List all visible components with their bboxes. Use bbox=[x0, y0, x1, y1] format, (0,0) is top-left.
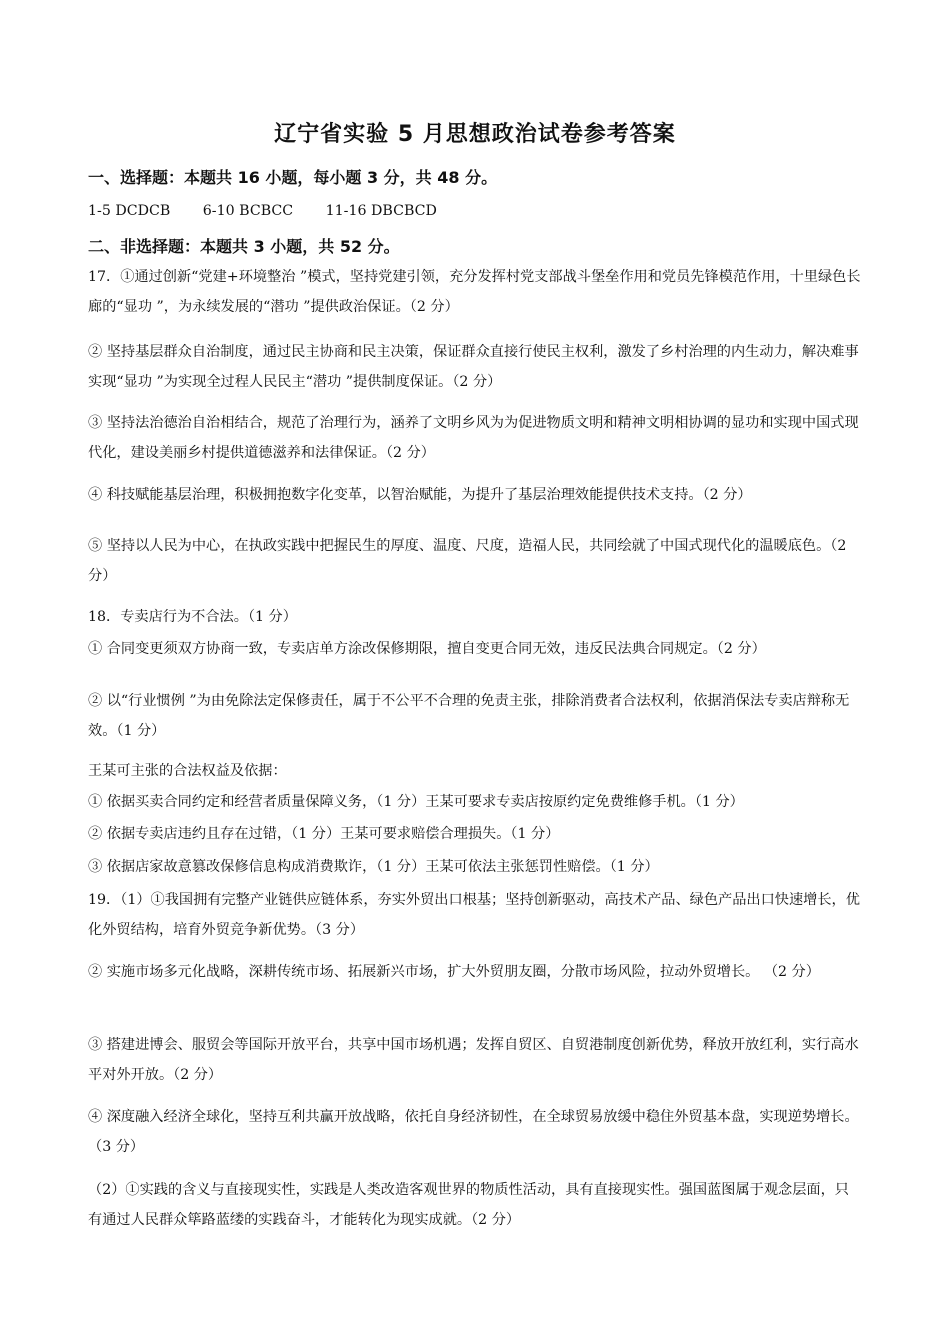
q18-rights-heading: 王某可主张的合法权益及依据： bbox=[88, 763, 287, 779]
q17-point-2: ② 坚持基层群众自治制度，通过民主协商和民主决策，保证群众直接行使民主权利，激发了乡村治理的内生动力，解决难事实现“显功 ”为实现全过程人民民主“潜功 ”提供制度保证。（2 分） bbox=[88, 344, 859, 390]
answer-group: 1-5 DCDCB bbox=[88, 203, 171, 219]
q18-right-1: ① 依据买卖合同约定和经营者质量保障义务，（1 分）王某可要求专卖店按原约定免费维修手机。（1 分） bbox=[88, 794, 744, 810]
q17-point-3: ③ 坚持法治德治自治相结合，规范了治理行为，涵养了文明乡风为为促进物质文明和精神文明相协调的显功和实现中国式现代化，建设美丽乡村提供道德滋养和法律保证。（2 分） bbox=[88, 415, 859, 461]
q17-point-1: 17．①通过创新“党建+环境整治 ”模式，坚持党建引领，充分发挥村党支部战斗堡垒作用和党员先锋模范作用，十里绿色长廊的“显功 ”，为永续发展的“潜功 ”提供政治保证。（2 分） bbox=[88, 269, 861, 315]
answer-group: 11-16 DBCBCD bbox=[325, 203, 437, 219]
q18-right-2: ② 依据专卖店违约且存在过错，（1 分）王某可要求赔偿合理损失。（1 分） bbox=[88, 826, 560, 842]
q19-point-3: ③ 搭建进博会、服贸会等国际开放平台，共享中国市场机遇；发挥自贸区、自贸港制度创新优势，释放开放红利，实行高水平对外开放。（2 分） bbox=[88, 1037, 859, 1083]
answer-group: 6-10 BCBCC bbox=[202, 203, 294, 219]
q18-item-2: ② 以“行业惯例 ”为由免除法定保修责任，属于不公平不合理的免责主张，排除消费者合法权利，依据消保法专卖店辩称无效。（1 分） bbox=[88, 693, 850, 739]
q19-point-4: ④ 深度融入经济全球化，坚持互利共赢开放战略，依托自身经济韧性，在全球贸易放缓中稳住外贸基本盘，实现逆势增长。（3 分） bbox=[88, 1109, 859, 1155]
page-title: 辽宁省实验 5 月思想政治试卷参考答案 bbox=[274, 122, 676, 147]
choice-answers bbox=[88, 196, 868, 226]
q17-point-5: ⑤ 坚持以人民为中心，在执政实践中把握民生的厚度、温度、尺度，造福人民，共同绘就了中国式现代化的温暖底色。（2 分） bbox=[88, 538, 847, 584]
section-heading-nonchoice: 二、非选择题：本题共 3 小题，共 52 分。 bbox=[88, 237, 400, 256]
q18-intro: 18．专卖店行为不合法。（1 分） bbox=[88, 609, 297, 625]
q19-point-1: 19．（1）①我国拥有完整产业链供应链体系，夯实外贸出口根基；坚持创新驱动，高技术产品、绿色产品出口快速增长，优化外贸结构，培育外贸竞争新优势。（3 分） bbox=[88, 892, 860, 938]
q19-point-2: ② 实施市场多元化战略，深耕传统市场、拓展新兴市场，扩大外贸朋友圈，分散市场风险，拉动外贸增长。 （2 分） bbox=[88, 964, 820, 980]
q18-right-3: ③ 依据店家故意篡改保修信息构成消费欺诈，（1 分）王某可依法主张惩罚性赔偿。（1 分） bbox=[88, 859, 659, 875]
q19-part2-point-1: （2）①实践的含义与直接现实性，实践是人类改造客观世界的物质性活动，具有直接现实性。强国蓝图属于观念层面，只有通过人民群众筚路蓝缕的实践奋斗，才能转化为现实成就。（2 分） bbox=[88, 1182, 849, 1228]
q18-item-1: ① 合同变更须双方协商一致，专卖店单方涂改保修期限，擅自变更合同无效，违反民法典合同规定。（2 分） bbox=[88, 641, 766, 657]
q17-point-4: ④ 科技赋能基层治理，积极拥抱数字化变革，以智治赋能，为提升了基层治理效能提供技术支持。（2 分） bbox=[88, 487, 752, 503]
section-heading-choice: 一、选择题：本题共 16 小题，每小题 3 分，共 48 分。 bbox=[88, 168, 498, 187]
